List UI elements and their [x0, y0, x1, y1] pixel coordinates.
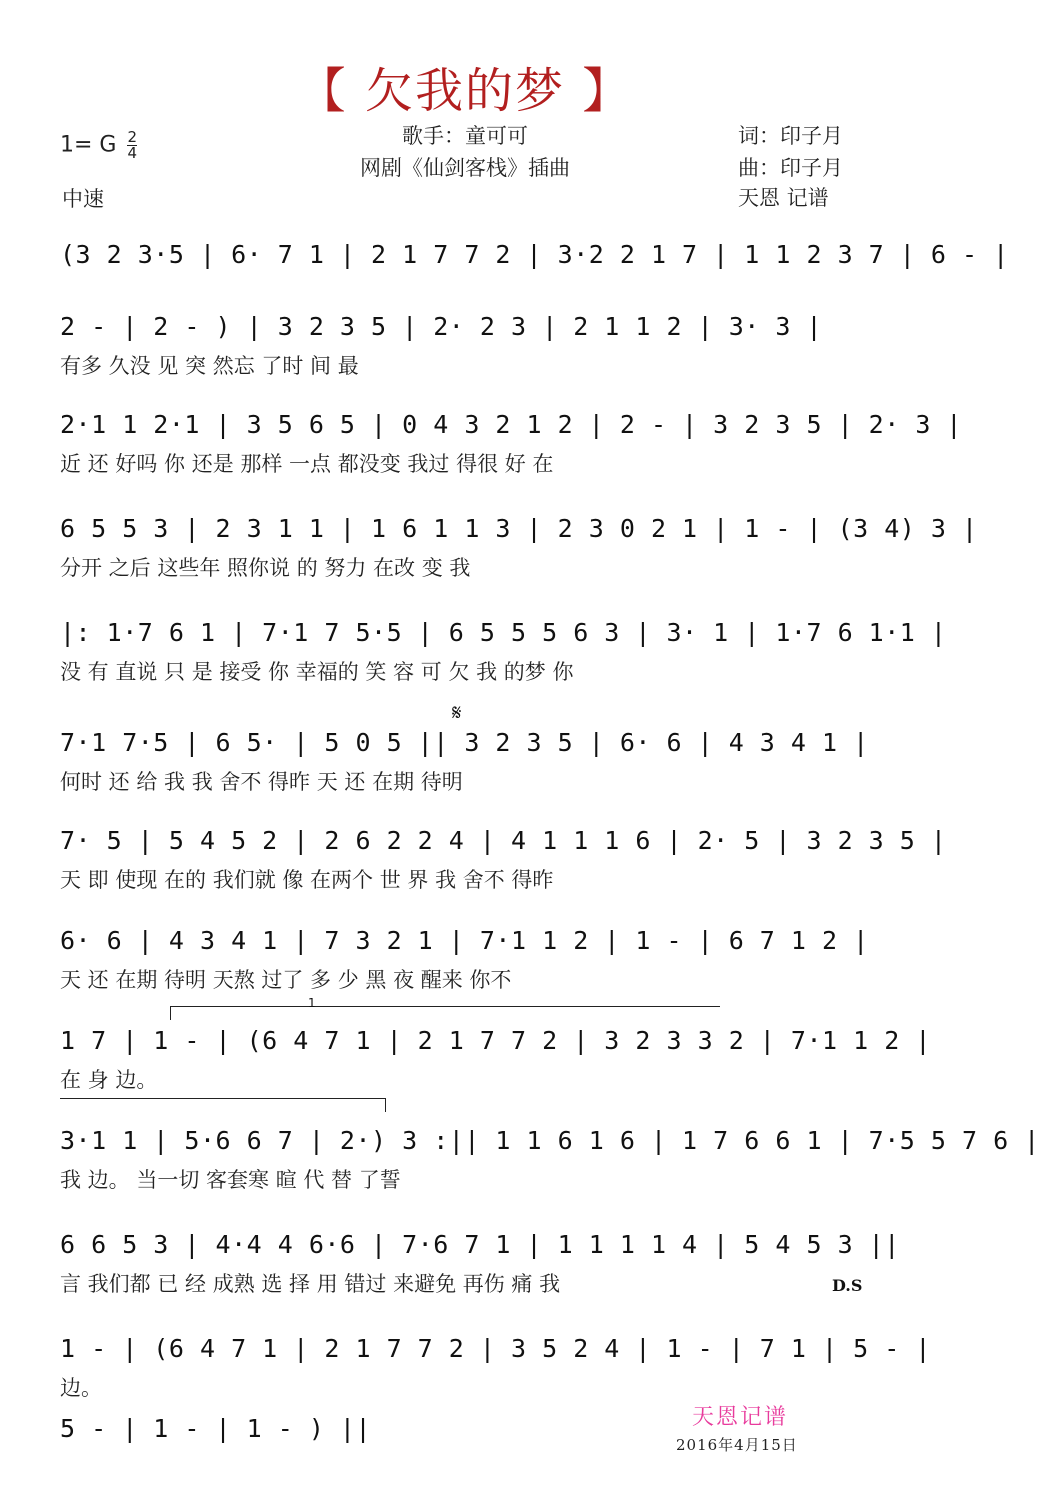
- notation-line: (3 2 3·5 | 6· 7 1 | 2 1 7 7 2 | 3·2 2 1 7 | 1 1 2 3 7 | 6 - |: [60, 240, 1009, 269]
- notation-line: 6· 6 | 4 3 4 1 | 7 3 2 1 | 7·1 1 2 | 1 - | 6 7 1 2 |: [60, 926, 869, 955]
- tempo-marking: 中速: [62, 187, 104, 211]
- lyric-line: 我 边。 当一切 客套寒 暄 代 替 了誓: [60, 1168, 401, 1192]
- transcriber-stamp: 天恩记谱: [692, 1405, 789, 1430]
- notation-line: 1 7 | 1 - | (6 4 7 1 | 2 1 7 7 2 | 3 2 3 3 2 | 7·1 1 2 |: [60, 1026, 931, 1055]
- notation-line: 6 5 5 3 | 2 3 1 1 | 1 6 1 1 3 | 2 3 0 2 1 | 1 - | (3 4) 3 |: [60, 514, 978, 543]
- lyric-line: 天 即 使现 在的 我们就 像 在两个 世 界 我 舍不 得昨: [60, 868, 554, 892]
- volta-bracket-continued: [60, 1098, 386, 1099]
- volta-label: 1: [308, 996, 316, 1010]
- lyric-line: 没 有 直说 只 是 接受 你 幸福的 笑 容 可 欠 我 的梦 你: [60, 660, 574, 684]
- volta-bracket: [170, 1006, 720, 1007]
- volta-bracket-edge: [170, 1006, 171, 1020]
- lyric-line: 有多 久没 见 突 然忘 了时 间 最: [60, 354, 359, 378]
- lyric-line: 近 还 好吗 你 还是 那样 一点 都没变 我过 得很 好 在: [60, 452, 554, 476]
- notation-line: |: 1·7 6 1 | 7·1 7 5·5 | 6 5 5 5 6 3 | 3· 1 | 1·7 6 1·1 |: [60, 618, 947, 647]
- time-top: 2: [127, 128, 138, 146]
- key-label: 1= G: [60, 132, 117, 158]
- ds-marking: D.S: [832, 1276, 863, 1295]
- lyric-line: 天 还 在期 待明 天熬 过了 多 少 黑 夜 醒来 你不: [60, 968, 512, 992]
- notation-line: 7· 5 | 5 4 5 2 | 2 6 2 2 4 | 4 1 1 1 6 | 2· 5 | 3 2 3 5 |: [60, 826, 947, 855]
- singer-credit: 歌手：童可可: [402, 124, 528, 148]
- lyric-line: 边。: [60, 1376, 102, 1400]
- notation-line: 3·1 1 | 5·6 6 7 | 2·) 3 :|| 1 1 6 1 6 | 1 7 6 6 1 | 7·5 5 7 6 |: [60, 1126, 1040, 1155]
- notation-line: 6 6 5 3 | 4·4 4 6·6 | 7·6 7 1 | 1 1 1 1 4 | 5 4 5 3 ||: [60, 1230, 900, 1259]
- notation-line: 7·1 7·5 | 6 5· | 5 0 5 || 3 2 3 5 | 6· 6 | 4 3 4 1 |: [60, 728, 869, 757]
- composer-credit: 曲：印子月: [738, 156, 843, 180]
- notation-line: 5 - | 1 - | 1 - ) ||: [60, 1414, 372, 1443]
- lyric-line: 言 我们都 已 经 成熟 选 择 用 错过 来避免 再伤 痛 我: [60, 1272, 561, 1296]
- song-title: 【 欠我的梦 】: [297, 63, 633, 119]
- notation-line: 2·1 1 2·1 | 3 5 6 5 | 0 4 3 2 1 2 | 2 - | 3 2 3 5 | 2· 3 |: [60, 410, 962, 439]
- lyric-line: 在 身 边。: [60, 1068, 158, 1092]
- lyric-line: 何时 还 给 我 我 舍不 得昨 天 还 在期 待明: [60, 770, 463, 794]
- notation-line: 2 - | 2 - ) | 3 2 3 5 | 2· 2 3 | 2 1 1 2 | 3· 3 |: [60, 312, 823, 341]
- time-bottom: 4: [127, 144, 138, 162]
- lyricist-credit: 词：印子月: [738, 124, 843, 148]
- volta-bracket-end: [385, 1098, 386, 1112]
- segno-sign: 𝄋: [452, 701, 462, 726]
- notation-line: 1 - | (6 4 7 1 | 2 1 7 7 2 | 3 5 2 4 | 1 - | 7 1 | 5 - |: [60, 1334, 931, 1363]
- transcriber-credit: 天恩 记谱: [738, 186, 829, 210]
- transcription-date: 2016年4月15日: [676, 1436, 798, 1454]
- insert-song-note: 网剧《仙剑客栈》插曲: [360, 156, 570, 180]
- lyric-line: 分开 之后 这些年 照你说 的 努力 在改 变 我: [60, 556, 471, 580]
